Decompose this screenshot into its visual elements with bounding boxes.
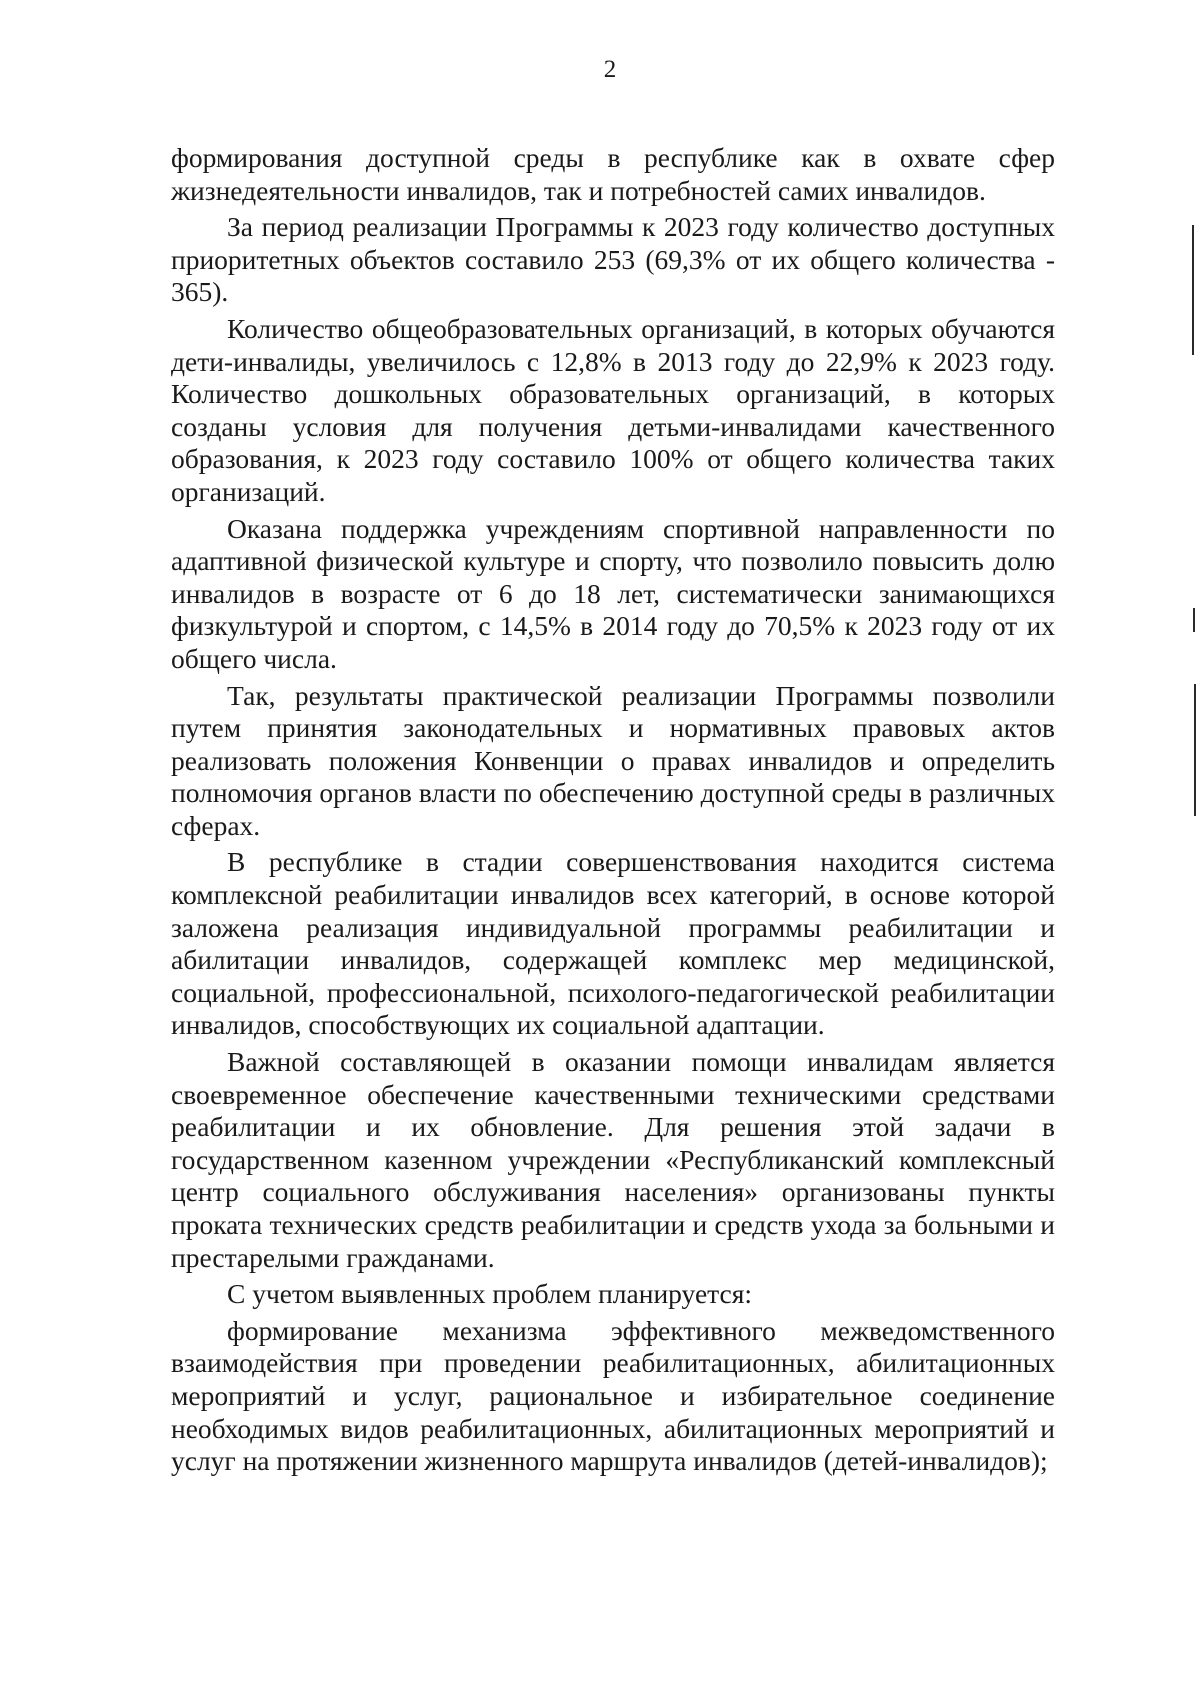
paragraph: формирование механизма эффективного межведомственного взаимодействия при проведении реабилитационных, абилитационных мероприятий и услуг, рациональное и избирательное соединение необходимых видов реабилитационных, абилитационных мероприятий и услуг на протяжении жизненного маршрута инвалидов (детей-инвалидов); xyxy=(171,1314,1055,1477)
paragraph: Так, результаты практической реализации Программы позволили путем принятия законодательных и нормативных правовых актов реализовать положения Конвенции о правах инвалидов и определить полномочия органов власти по обеспечению доступной среды в различных сферах. xyxy=(171,679,1055,841)
paragraph: В республике в стадии совершенствования находится система комплексной реабилитации инвалидов всех категорий, в основе которой заложена реализация индивидуальной программы реабилитации и абилитации инвалидов, содержащей комплекс мер медицинской, социальной, профессиональной, психолого-педагогической реабилитации инвалидов, способствующих их социальной адаптации. xyxy=(171,846,1055,1041)
page-number: 2 xyxy=(603,56,617,83)
scan-edge-mark xyxy=(1194,684,1196,816)
document-body xyxy=(171,142,1055,1482)
paragraph: формирования доступной среды в республике как в охвате сфер жизнедеятельности инвалидов, так и потребностей самих инвалидов. xyxy=(171,142,1055,206)
paragraph: Оказана поддержка учреждениям спортивной направленности по адаптивной физической культуре и спорту, что позволило повысить долю инвалидов в возрасте от 6 до 18 лет, систематически занимающихся физкультурой и спортом, с 14,5% в 2014 году до 70,5% к 2023 году от их общего числа. xyxy=(171,512,1055,674)
paragraph: С учетом выявленных проблем планируется: xyxy=(227,1278,752,1310)
paragraph: За период реализации Программы к 2023 году количество доступных приоритетных объектов составило 253 (69,3% от их общего количества - 365). xyxy=(171,211,1055,308)
paragraph: Важной составляющей в оказании помощи инвалидам является своевременное обеспечение качественными техническими средствами реабилитации и их обновление. Для решения этой задачи в государственном казенном учреждении «Республиканский комплексный центр социального обслуживания населения» организованы пункты проката технических средств реабилитации и средств ухода за больными и престарелыми гражданами. xyxy=(171,1046,1055,1273)
paragraph: Количество общеобразовательных организаций, в которых обучаются дети-инвалиды, увеличилось с 12,8% в 2013 году до 22,9% к 2023 году. Количество дошкольных образовательных организаций, в которых созданы условия для получения детьми-инвалидами качественного образования, к 2023 году составило 100% от общего количества таких организаций. xyxy=(171,312,1055,507)
scan-edge-mark xyxy=(1192,225,1194,355)
scan-edge-mark xyxy=(1193,608,1195,632)
